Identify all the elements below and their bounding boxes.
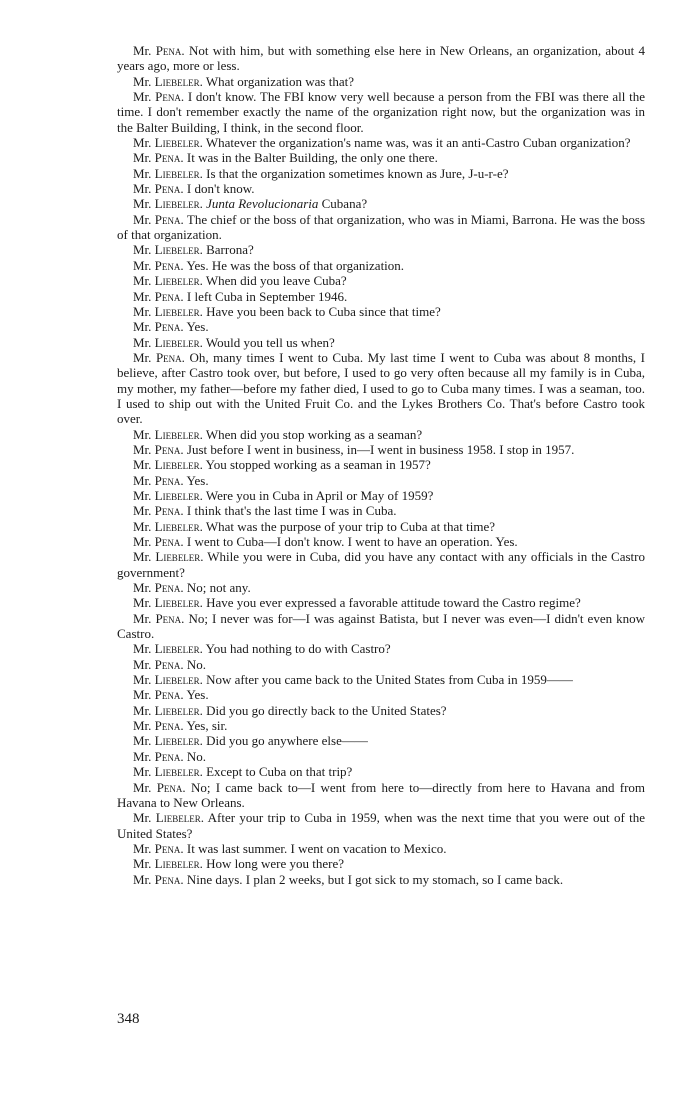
speech-text: It was last summer. I went on vacation to Mexico. xyxy=(186,840,447,856)
speech-text: I left Cuba in September 1946. xyxy=(186,288,348,304)
speech-text: Would you tell us when? xyxy=(205,334,335,350)
speaker-title: Mr. xyxy=(133,595,152,611)
speaker-name: Pena. xyxy=(154,871,184,887)
testimony-paragraph xyxy=(117,304,645,319)
testimony-paragraph xyxy=(117,350,645,427)
speech-text: Have you been back to Cuba since that time? xyxy=(206,303,441,319)
speech-text: How long were you there? xyxy=(206,856,345,872)
speaker-name: Pena. xyxy=(154,441,184,457)
testimony-paragraph xyxy=(117,258,645,273)
speaker-title: Mr. xyxy=(133,549,152,565)
testimony-paragraph xyxy=(117,733,645,748)
speech-text: Yes. He was the boss of that organization. xyxy=(186,257,405,273)
speaker-name: Pena. xyxy=(154,656,184,672)
testimony-paragraph xyxy=(117,242,645,257)
speech-text: What organization was that? xyxy=(205,73,354,89)
speaker-name: Liebeler. xyxy=(154,334,203,350)
speaker-title: Mr. xyxy=(133,487,152,503)
speech-text: Did you go directly back to the United States? xyxy=(206,702,447,718)
speaker-name: Liebeler. xyxy=(154,457,203,473)
testimony-paragraph xyxy=(117,212,645,243)
speech-text: Whatever the organization's name was, was it an anti-Castro Cuban organization? xyxy=(205,135,631,151)
testimony-paragraph xyxy=(117,473,645,488)
speaker-title: Mr. xyxy=(133,334,152,350)
speaker-title: Mr. xyxy=(133,472,152,488)
speaker-title: Mr. xyxy=(133,211,152,227)
speaker-title: Mr. xyxy=(133,150,152,166)
testimony-paragraph xyxy=(117,657,645,672)
testimony-paragraph xyxy=(117,841,645,856)
speaker-name: Liebeler. xyxy=(154,165,203,181)
speech-text: I went to Cuba—I don't know. I went to have an operation. Yes. xyxy=(186,534,518,549)
speaker-name: Pena. xyxy=(154,534,184,549)
speaker-title: Mr. xyxy=(133,534,152,549)
speaker-name: Liebeler. xyxy=(154,273,203,289)
speaker-name: Liebeler. xyxy=(154,764,203,780)
testimony-paragraph xyxy=(117,503,645,518)
testimony-paragraph xyxy=(117,641,645,656)
speech-text: Yes. xyxy=(186,319,209,335)
speaker-name: Liebeler. xyxy=(154,487,203,503)
speaker-title: Mr. xyxy=(133,641,152,657)
speech-text: Just before I went in business, in—I went in business 1958. I stop in 1957. xyxy=(186,441,575,457)
speaker-title: Mr. xyxy=(133,733,152,749)
speaker-title: Mr. xyxy=(133,672,152,688)
speech-text: Yes, sir. xyxy=(186,718,228,734)
speaker-name: Pena. xyxy=(154,580,184,596)
speaker-title: Mr. xyxy=(133,871,152,887)
testimony-paragraph xyxy=(117,549,645,580)
testimony-paragraph xyxy=(117,150,645,165)
speech-text: While you were in Cuba, did you have any contact with any officials in the Castro government? xyxy=(117,549,645,580)
speaker-name: Liebeler. xyxy=(154,426,203,442)
speech-text: Now after you came back to the United States from Cuba in 1959—— xyxy=(206,672,573,688)
speech-text: No; not any. xyxy=(186,580,251,596)
speaker-title: Mr. xyxy=(133,181,152,197)
speech-text: Is that the organization sometimes known as Jure, J-u-r-e? xyxy=(206,165,509,181)
speaker-name: Liebeler. xyxy=(154,303,203,319)
testimony-paragraph xyxy=(117,534,645,549)
speaker-name: Pena. xyxy=(154,319,184,335)
speaker-name: Pena. xyxy=(154,150,184,166)
testimony-paragraph xyxy=(117,488,645,503)
speech-text: Have you ever expressed a favorable attitude toward the Castro regime? xyxy=(206,595,581,611)
testimony-paragraph xyxy=(117,319,645,334)
testimony-paragraph xyxy=(117,580,645,595)
speech-text: What was the purpose of your trip to Cuba at that time? xyxy=(205,518,496,534)
testimony-paragraph xyxy=(117,442,645,457)
testimony-paragraph xyxy=(117,672,645,687)
speech-text: Barrona? xyxy=(206,242,254,258)
speaker-name: Liebeler. xyxy=(154,856,203,872)
speaker-title: Mr. xyxy=(133,257,152,273)
speech-text: No. xyxy=(186,748,207,764)
testimony-paragraph xyxy=(117,611,645,642)
speech-text: Yes. xyxy=(186,687,209,703)
speaker-title: Mr. xyxy=(133,89,152,105)
speech-text: You stopped working as a seaman in 1957? xyxy=(205,457,431,473)
speaker-name: Liebeler. xyxy=(155,810,204,826)
speaker-name: Liebeler. xyxy=(154,733,203,749)
speaker-title: Mr. xyxy=(133,288,152,304)
testimony-paragraph xyxy=(117,427,645,442)
speaker-title: Mr. xyxy=(133,580,152,596)
speaker-name: Liebeler. xyxy=(154,135,203,151)
speaker-title: Mr. xyxy=(133,165,152,181)
speaker-name: Liebeler. xyxy=(154,196,203,212)
testimony-paragraph xyxy=(117,273,645,288)
speaker-title: Mr. xyxy=(133,457,152,473)
speaker-title: Mr. xyxy=(133,441,152,457)
testimony-text xyxy=(117,43,645,887)
speaker-name: Liebeler. xyxy=(154,702,203,718)
testimony-paragraph xyxy=(117,856,645,871)
testimony-paragraph xyxy=(117,457,645,472)
speaker-title: Mr. xyxy=(133,764,152,780)
testimony-paragraph xyxy=(117,764,645,779)
testimony-paragraph xyxy=(117,289,645,304)
speech-text: No; I never was for—I was against Batista, but I never was even—I didn't even know Castro. xyxy=(117,610,646,642)
testimony-paragraph xyxy=(117,89,645,135)
speaker-title: Mr. xyxy=(133,73,152,89)
speaker-name: Liebeler. xyxy=(154,672,203,688)
speaker-title: Mr. xyxy=(133,687,152,703)
speech-text: No. xyxy=(186,656,207,672)
speaker-title: Mr. xyxy=(133,518,152,534)
testimony-paragraph xyxy=(117,335,645,350)
speaker-name: Pena. xyxy=(154,211,184,227)
page-number: 348 xyxy=(117,1011,140,1027)
speech-text: Oh, many times I went to Cuba. My last time I went to Cuba was about 8 months, I believe, after Castro took over, but before, I used to go very often because all my family is in Cuba, my mother, my father—before my father died, I used to go to Cuba many times. I was a seaman, too. I used to ship out with the United Fruit Co. and the Lykes Brothers Co. That's before Castro took over. xyxy=(117,349,646,427)
speaker-name: Liebeler. xyxy=(154,73,203,89)
speaker-title: Mr. xyxy=(133,702,152,718)
testimony-paragraph xyxy=(117,749,645,764)
speaker-title: Mr. xyxy=(133,426,152,442)
testimony-paragraph xyxy=(117,810,645,841)
speaker-name: Liebeler. xyxy=(154,595,203,611)
speech-text: I don't know. The FBI know very well because a person from the FBI was there all the time. I don't remember exactly the name of the organization right now, but the organization was in the Balter Building, I think, in the second floor. xyxy=(117,89,645,135)
speaker-name: Liebeler. xyxy=(155,549,204,565)
speaker-name: Pena. xyxy=(154,748,184,764)
speaker-title: Mr. xyxy=(133,840,152,856)
speaker-title: Mr. xyxy=(133,779,152,795)
speech-text: The chief or the boss of that organization, who was in Miami, Barrona. He was the boss of that organization. xyxy=(117,211,646,243)
speech-text: No; I came back to—I went from here to—directly from here to Havana and from Havana to New Orleans. xyxy=(117,779,646,810)
speaker-name: Pena. xyxy=(155,349,185,365)
speech-text: Nine days. I plan 2 weeks, but I got sick to my stomach, so I came back. xyxy=(186,871,564,887)
speech-text: When did you leave Cuba? xyxy=(205,273,347,289)
speaker-name: Pena. xyxy=(154,840,184,856)
speaker-title: Mr. xyxy=(133,273,152,289)
speaker-title: Mr. xyxy=(133,319,152,335)
testimony-paragraph xyxy=(117,595,645,610)
speaker-name: Pena. xyxy=(155,43,185,58)
speech-text: Yes. xyxy=(186,472,209,488)
testimony-paragraph xyxy=(117,43,645,74)
speaker-title: Mr. xyxy=(133,43,152,58)
testimony-paragraph xyxy=(117,135,645,150)
speaker-name: Pena. xyxy=(154,472,184,488)
speaker-name: Pena. xyxy=(154,257,184,273)
speaker-name: Pena. xyxy=(154,181,184,197)
testimony-paragraph xyxy=(117,687,645,702)
speech-text: Not with him, but with something else here in New Orleans, an organization, about 4 years ago, more or less. xyxy=(117,43,646,74)
speaker-title: Mr. xyxy=(133,656,152,672)
speech-text: When did you stop working as a seaman? xyxy=(205,426,423,442)
testimony-paragraph xyxy=(117,718,645,733)
speech-text: I don't know. xyxy=(186,181,255,197)
speaker-title: Mr. xyxy=(133,810,152,826)
testimony-paragraph xyxy=(117,872,645,887)
speaker-title: Mr. xyxy=(133,856,152,872)
speech-text: Were you in Cuba in April or May of 1959? xyxy=(205,487,434,503)
speech-text: Cubana? xyxy=(318,196,368,212)
speaker-name: Pena. xyxy=(154,718,184,734)
speaker-title: Mr. xyxy=(133,610,152,626)
speaker-title: Mr. xyxy=(133,748,152,764)
speaker-title: Mr. xyxy=(133,349,152,365)
speaker-name: Liebeler. xyxy=(154,518,203,534)
speech-text: Did you go anywhere else—— xyxy=(206,733,368,749)
speech-text: After your trip to Cuba in 1959, when was the next time that you were out of the United States? xyxy=(117,810,646,841)
speaker-name: Liebeler. xyxy=(154,242,203,258)
speaker-name: Pena. xyxy=(154,503,184,519)
testimony-paragraph xyxy=(117,519,645,534)
testimony-paragraph xyxy=(117,166,645,181)
testimony-paragraph xyxy=(117,780,645,811)
speaker-title: Mr. xyxy=(133,196,152,212)
testimony-paragraph xyxy=(117,703,645,718)
testimony-paragraph xyxy=(117,181,645,196)
italic-phrase: Junta Revolucionaria xyxy=(206,196,319,212)
speaker-name: Pena. xyxy=(155,610,185,626)
speech-text: Except to Cuba on that trip? xyxy=(206,764,353,780)
speech-text: It was in the Balter Building, the only one there. xyxy=(186,150,438,166)
speaker-title: Mr. xyxy=(133,503,152,519)
speaker-title: Mr. xyxy=(133,303,152,319)
testimony-paragraph xyxy=(117,196,645,211)
speaker-title: Mr. xyxy=(133,242,152,258)
speaker-name: Pena. xyxy=(155,89,185,105)
speaker-title: Mr. xyxy=(133,135,152,151)
speaker-name: Liebeler. xyxy=(154,641,203,657)
speech-text: I think that's the last time I was in Cuba. xyxy=(186,503,397,519)
speaker-name: Pena. xyxy=(154,687,184,703)
speaker-name: Pena. xyxy=(156,779,186,795)
speech-text: You had nothing to do with Castro? xyxy=(205,641,391,657)
speaker-name: Pena. xyxy=(154,288,184,304)
testimony-paragraph xyxy=(117,74,645,89)
speaker-title: Mr. xyxy=(133,718,152,734)
